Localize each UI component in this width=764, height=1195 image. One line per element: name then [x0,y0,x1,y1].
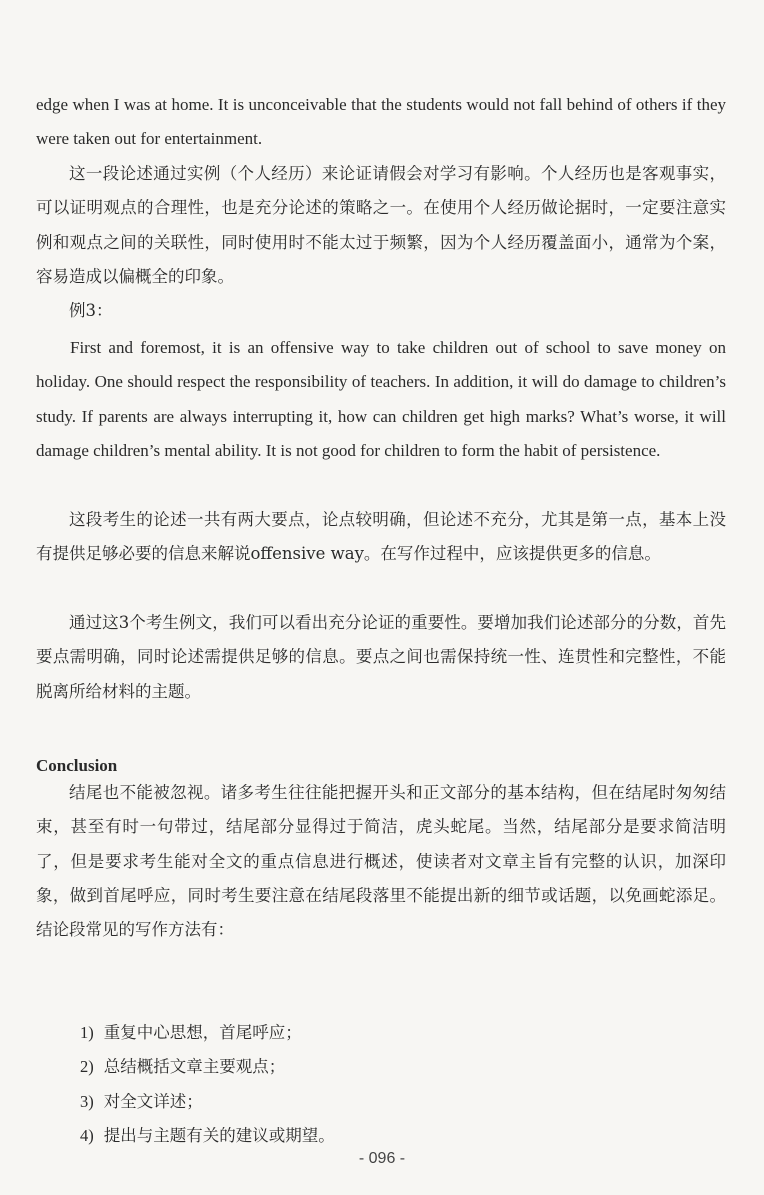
list-item: 4) 提出与主题有关的建议或期望。 [80,1125,335,1145]
page-number: - 096 - [358,1150,406,1167]
conclusion-methods-list [80,1016,335,1153]
paragraph-example3: First and foremost, it is an offensive way to take children out of school to save money on holiday. One should respect the responsibility of teachers. In addition, it will do damage to children’s study. If parents are always interrupting it, how can children get high marks? What’s worse, it will damage children’s mental ability. It is not good for children to form the habit of persistence. [36,338,726,460]
paragraph-conclusion: 结尾也不能被忽视。诸多考生往往能把握开头和正文部分的基本结构，但在结尾时匆匆结束，甚至有时一句带过，结尾部分显得过于简洁，虎头蛇尾。当然，结尾部分是要求简洁明了，但是要求考生能对全文的重点信息进行概述，使读者对文章主旨有完整的认识，加深印象，做到首尾呼应，同时考生要注意在结尾段落里不能提出新的细节或话题，以免画蛇添足。结论段常见的写作方法有： [36,783,726,940]
list-item: 1) 重复中心思想，首尾呼应； [80,1023,302,1042]
list-item: 2) 总结概括文章主要观点； [80,1057,286,1077]
paragraph-continuation: edge when I was at home. It is unconceivable that the students would not fall behind of others if they were taken out for entertainment. [36,95,726,149]
section-heading-conclusion: Conclusion [36,756,118,775]
example-label: 例3： [69,301,113,320]
paragraph-analysis-example3: 这段考生的论述一共有两大要点，论点较明确，但论述不充分，尤其是第一点，基本上没有提供足够必要的信息来解说offensive way。在写作过程中，应该提供更多的信息。 [36,510,726,564]
paragraph-analysis-example2: 这一段论述通过实例（个人经历）来论证请假会对学习有影响。个人经历也是客观事实，可以证明观点的合理性，也是充分论述的策略之一。在使用个人经历做论据时，一定要注意实例和观点之间的关联性，同时使用时不能太过于频繁，因为个人经历覆盖面小，通常为个案，容易造成以偏概全的印象。 [36,164,726,286]
list-item: 3) 对全文详述； [80,1091,203,1111]
paragraph-summary: 通过这3个考生例文，我们可以看出充分论证的重要性。要增加我们论述部分的分数，首先要点需明确，同时论述需提供足够的信息。要点之间也需保持统一性、连贯性和完整性，不能脱离所给材料的主题。 [36,613,726,701]
